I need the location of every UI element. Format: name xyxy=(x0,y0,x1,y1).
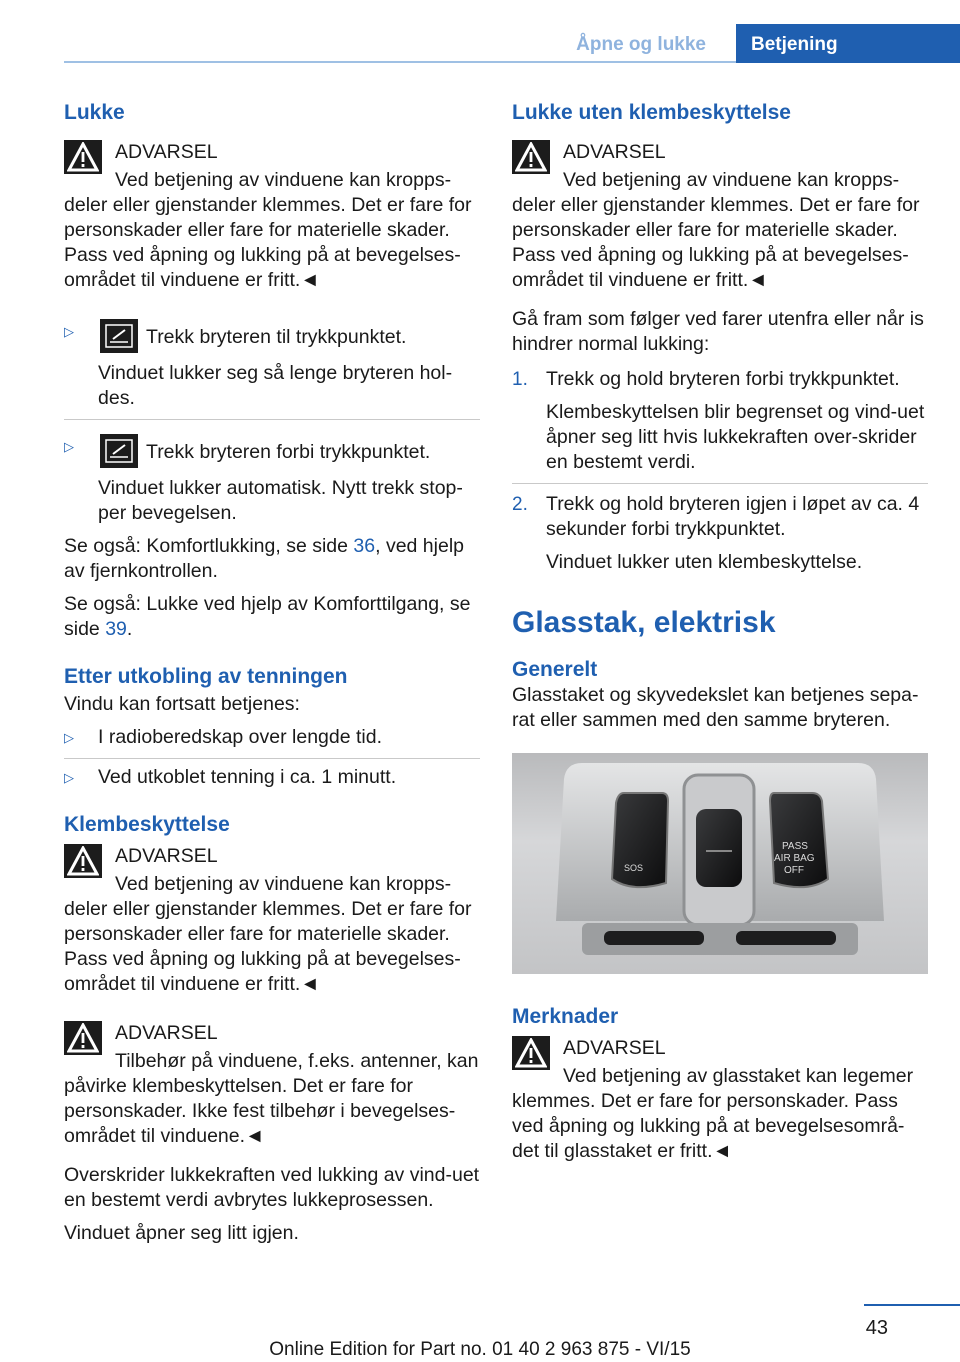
see-also-text: . xyxy=(126,618,133,640)
header-chapter-tab[interactable]: Betjening xyxy=(736,24,960,63)
heading-lukke-uten-klembeskyttelse: Lukke uten klembeskyttelse xyxy=(512,101,791,124)
step-text: Klembeskyttelsen blir begrenset og vind-uet åpner seg litt hvis lukkekraften over-skrider en bestemt verdi. xyxy=(546,401,925,473)
step-title: Trekk bryteren til trykkpunktet. xyxy=(146,326,407,348)
heading-lukke: Lukke xyxy=(64,101,125,124)
page-link[interactable]: 36 xyxy=(353,535,376,557)
warning-triangle-icon xyxy=(512,1036,550,1070)
see-also-paragraph xyxy=(64,534,480,584)
paragraph: Vinduet åpner seg litt igjen. xyxy=(64,1222,299,1244)
warning-text: Ved betjening av vinduene kan kropps-deler eller gjenstander klemmes. Det er fare for personskader eller fare for materielle skader. Pass ved åpning og lukking på at bevegelses-området til vinduene er fritt.◄ xyxy=(64,169,472,291)
triangle-bullet-icon: ▷ xyxy=(64,439,74,454)
heading-generelt: Generelt xyxy=(512,658,598,681)
off-label: OFF xyxy=(784,865,804,876)
warning-title: ADVARSEL xyxy=(115,141,218,163)
step-title: Trekk og hold bryteren forbi trykkpunktet. xyxy=(546,368,900,390)
triangle-bullet-icon: ▷ xyxy=(64,324,74,339)
window-switch-icon xyxy=(100,434,138,468)
step-text: Vinduet lukker automatisk. Nytt trekk stop-per bevegelsen. xyxy=(98,477,463,524)
left-column xyxy=(64,100,480,1246)
warning-title: ADVARSEL xyxy=(563,1037,666,1059)
warning-box xyxy=(64,840,480,997)
heading-etter-utkobling: Etter utkobling av tenningen xyxy=(64,665,348,688)
paragraph: Gå fram som følger ved farer utenfra eller når is hindrer normal lukking: xyxy=(512,308,924,355)
warning-text: Ved betjening av vinduene kan kropps-deler eller gjenstander klemmes. Det er fare for personskader eller fare for materielle skader. Pass ved åpning og lukking på at bevegelses-området til vinduene er fritt.◄ xyxy=(64,873,472,995)
heading-merknader: Merknader xyxy=(512,1005,619,1028)
numbered-item xyxy=(512,492,928,575)
step-title: Trekk bryteren forbi trykkpunktet. xyxy=(146,441,431,463)
list-item-text: I radioberedskap over lengde tid. xyxy=(98,726,383,748)
triangle-bullet-icon: ▷ xyxy=(64,770,74,785)
item-number: 2. xyxy=(512,494,528,515)
footer-rule xyxy=(864,1304,960,1306)
list-item xyxy=(64,319,480,420)
warning-box xyxy=(512,136,928,293)
see-also-text: Se også: Komfortlukking, se side xyxy=(64,535,354,557)
see-also-text: Se også: Lukke ved hjelp av Komforttilgang, se side xyxy=(64,593,471,640)
paragraph: Overskrider lukkekraften ved lukking av vind-uet en bestemt verdi avbrytes lukkeprosessen. xyxy=(64,1164,480,1211)
list-item xyxy=(64,725,480,759)
item-number: 1. xyxy=(512,369,528,390)
warning-title: ADVARSEL xyxy=(115,1022,218,1044)
step-text: Vinduet lukker seg så lenge bryteren hol-des. xyxy=(98,362,453,409)
sos-label: SOS xyxy=(624,863,644,873)
list-item-text: Ved utkoblet tenning i ca. 1 minutt. xyxy=(98,766,397,788)
edition-footer: Online Edition for Part no. 01 40 2 963 875 - VI/15 xyxy=(269,1339,691,1360)
triangle-bullet-icon: ▷ xyxy=(64,730,74,745)
warning-text: Ved betjening av glasstaket kan legemer klemmes. Det er fare for personskader. Pass ved åpning og lukking på at bevegelsesområ-det til glasstaket er fritt.◄ xyxy=(512,1065,914,1162)
warning-title: ADVARSEL xyxy=(115,845,218,867)
roof-console-illustration xyxy=(512,753,928,974)
page-number: 43 xyxy=(865,1317,888,1339)
right-column xyxy=(512,100,928,1164)
roof-console-photo xyxy=(512,753,928,974)
list-item xyxy=(64,765,480,790)
warning-title: ADVARSEL xyxy=(563,141,666,163)
paragraph: Glasstaket og skyvedekslet kan betjenes sepa-rat eller sammen med den samme bryteren. xyxy=(512,684,919,731)
airbag-label: AIR BAG xyxy=(774,853,815,864)
numbered-item xyxy=(512,367,928,484)
warning-text: Tilbehør på vinduene, f.eks. antenner, kan påvirke klembeskyttelsen. Det er fare for personskader. Ikke fest tilbehør i bevegelses-området til vinduene.◄ xyxy=(64,1050,479,1147)
step-title: Trekk og hold bryteren igjen i løpet av ca. 4 sekunder forbi trykkpunktet. xyxy=(546,493,920,540)
warning-box xyxy=(64,1017,480,1149)
window-switch-icon xyxy=(100,319,138,353)
warning-triangle-icon xyxy=(64,844,102,878)
list-item xyxy=(64,434,480,526)
see-also-paragraph xyxy=(64,592,480,642)
paragraph: Vindu kan fortsatt betjenes: xyxy=(64,693,300,715)
heading-glasstak: Glasstak, elektrisk xyxy=(512,606,776,639)
warning-triangle-icon xyxy=(64,1021,102,1055)
warning-triangle-icon xyxy=(512,140,550,174)
warning-text: Ved betjening av vinduene kan kropps-deler eller gjenstander klemmes. Det er fare for personskader eller fare for materielle skader. Pass ved åpning og lukking på at bevegelses-området til vinduene er fritt.◄ xyxy=(512,169,920,291)
divider xyxy=(512,483,928,484)
pass-label: PASS xyxy=(782,841,808,852)
heading-klembeskyttelse: Klembeskyttelse xyxy=(64,813,230,836)
page-link[interactable]: 39 xyxy=(105,618,127,640)
warning-box xyxy=(64,136,480,293)
header-section-tab[interactable]: Åpne og lukke xyxy=(576,34,706,55)
warning-box xyxy=(512,1032,928,1164)
warning-triangle-icon xyxy=(64,140,102,174)
divider xyxy=(64,758,480,759)
divider xyxy=(64,419,480,420)
step-text: Vinduet lukker uten klembeskyttelse. xyxy=(546,551,863,573)
see-also-text: , ved hjelp av fjernkontrollen. xyxy=(64,535,465,582)
